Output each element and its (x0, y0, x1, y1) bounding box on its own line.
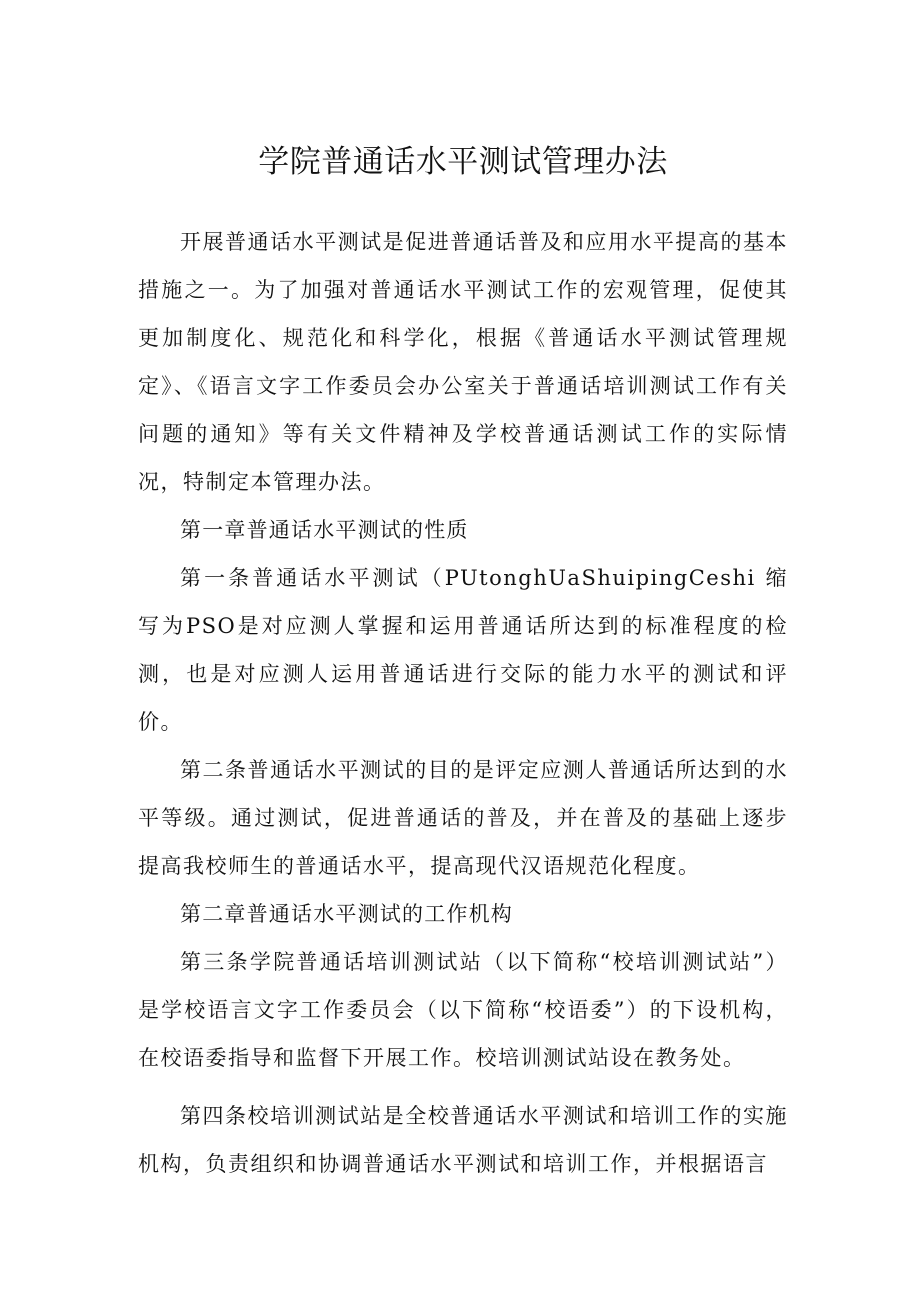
article-2: 第二条普通话水平测试的目的是评定应测人普通话所达到的水平等级。通过测试，促进普通话的普及，并在普及的基础上逐步提高我校师生的普通话水平，提高现代汉语规范化程度。 (138, 758, 788, 878)
paragraph-intro: 开展普通话水平测试是促进普通话普及和应用水平提高的基本措施之一。为了加强对普通话水平测试工作的宏观管理，促使其更加制度化、规范化和科学化，根据《普通话水平测试管理规定》、《语言文字工作委员会办公室关于普通话培训测试工作有关问题的通知》等有关文件精神及学校普通话测试工作的实际情况，特制定本管理办法。 (138, 230, 788, 494)
chapter-2-heading: 第二章普通话水平测试的工作机构 (180, 902, 513, 926)
chapter-1-heading: 第一章普通话水平测试的性质 (180, 518, 469, 542)
document-body (138, 218, 788, 1188)
article-3: 第三条学院普通话培训测试站（以下简称“校培训测试站”）是学校语言文字工作委员会（以下简称“校语委”）的下设机构，在校语委指导和监督下开展工作。校培训测试站设在教务处。 (138, 950, 788, 1070)
article-4: 第四条校培训测试站是全校普通话水平测试和培训工作的实施机构，负责组织和协调普通话水平测试和培训工作，并根据语言 (138, 1104, 788, 1176)
article-1: 第一条普通话水平测试（PUtonghUaShuipingCeshi 缩写为PSO是对应测人掌握和运用普通话所达到的标准程度的检测，也是对应测人运用普通话进行交际的能力水平的测试和评价。 (138, 566, 788, 734)
document-title: 学院普通话水平测试管理办法 (258, 144, 668, 180)
